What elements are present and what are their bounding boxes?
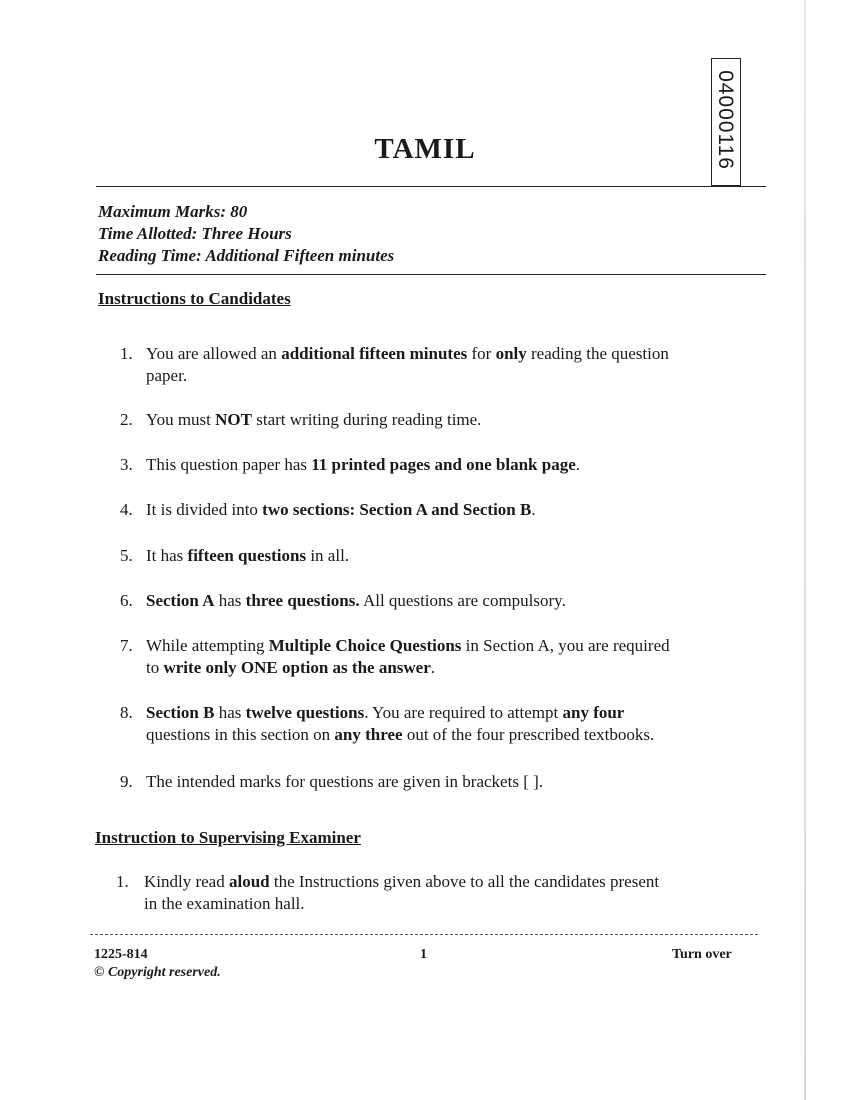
instruction-item: 4. It is divided into two sections: Section A and Section B. bbox=[120, 500, 536, 519]
instruction-item: 5. It has fifteen questions in all. bbox=[120, 546, 350, 565]
supervisor-item: 1. Kindly read aloud the Instructions given above to all the candidates present in the examination hall. bbox=[116, 872, 660, 913]
subject-title: TAMIL bbox=[374, 133, 476, 165]
page-number: 1 bbox=[420, 947, 427, 962]
instruction-item: 1. You are allowed an additional fifteen minutes for only reading the question paper. bbox=[120, 344, 669, 385]
top-rule bbox=[96, 186, 766, 187]
paper-code-footer: 1225-814 bbox=[94, 947, 148, 962]
meta-rule bbox=[96, 274, 766, 275]
instruction-item: 7. While attempting Multiple Choice Questions in Section A, you are required to write only ONE option as the answer. bbox=[120, 636, 670, 677]
copyright: © Copyright reserved. bbox=[94, 965, 221, 980]
footer-rule bbox=[90, 934, 758, 935]
instruction-item: 8. Section B has twelve questions. You are required to attempt any four questions in this section on any three out of the four prescribed textbooks. bbox=[120, 703, 655, 744]
instruction-item: 6. Section A has three questions. All questions are compulsory. bbox=[120, 591, 566, 610]
time-allotted: Time Allotted: Three Hours bbox=[98, 224, 292, 243]
turn-over: Turn over bbox=[672, 947, 732, 962]
max-marks: Maximum Marks: 80 bbox=[98, 202, 248, 221]
instruction-item: 2. You must NOT start writing during reading time. bbox=[120, 410, 482, 429]
instruction-item: 3. This question paper has 11 printed pages and one blank page. bbox=[120, 455, 581, 474]
instructions-heading: Instructions to Candidates bbox=[98, 289, 291, 308]
instruction-item: 9. The intended marks for questions are given in brackets [ ]. bbox=[120, 772, 544, 791]
paper-code: 04000116 bbox=[714, 70, 737, 170]
supervisor-heading: Instruction to Supervising Examiner bbox=[95, 828, 361, 847]
reading-time: Reading Time: Additional Fifteen minutes bbox=[98, 246, 395, 265]
